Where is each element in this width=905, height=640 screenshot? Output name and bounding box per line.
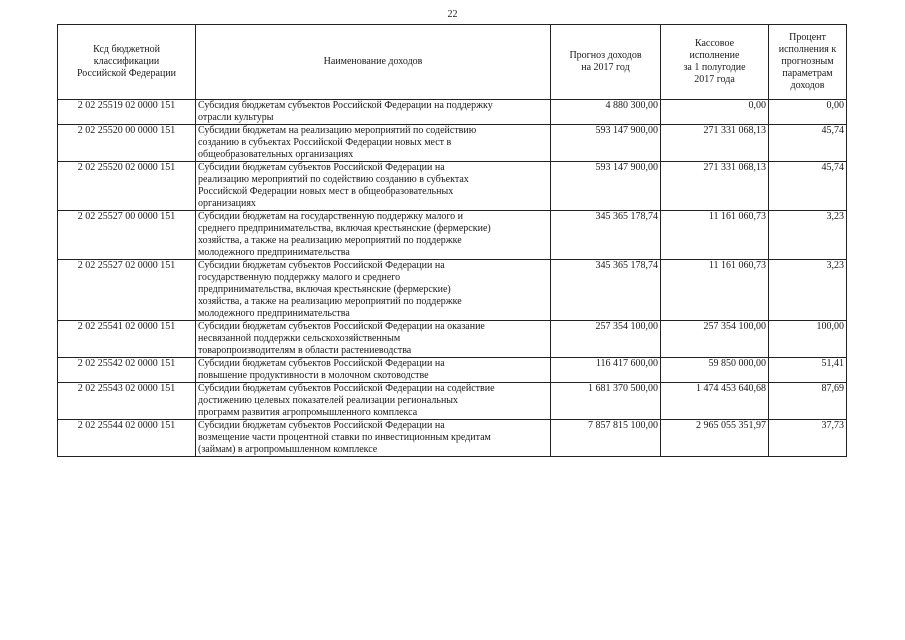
cell-execution: 0,00 bbox=[661, 100, 769, 125]
cell-forecast: 7 857 815 100,00 bbox=[551, 420, 661, 457]
cell-name: Субсидии бюджетам на реализацию мероприятий по содействию созданию в субъектах Российской Федерации новых мест в общеобразовательных организациях bbox=[196, 125, 551, 162]
cell-percent: 0,00 bbox=[769, 100, 847, 125]
cell-execution: 271 331 068,13 bbox=[661, 162, 769, 211]
cell-forecast: 593 147 900,00 bbox=[551, 162, 661, 211]
cell-percent: 45,74 bbox=[769, 162, 847, 211]
table-row bbox=[58, 125, 847, 162]
cell-percent: 3,23 bbox=[769, 211, 847, 260]
cell-forecast: 4 880 300,00 bbox=[551, 100, 661, 125]
table-row bbox=[58, 383, 847, 420]
table-row bbox=[58, 420, 847, 457]
cell-percent: 3,23 bbox=[769, 260, 847, 321]
cell-code: 2 02 25527 02 0000 151 bbox=[58, 260, 196, 321]
cell-code: 2 02 25520 00 0000 151 bbox=[58, 125, 196, 162]
cell-code: 2 02 25541 02 0000 151 bbox=[58, 321, 196, 358]
cell-code: 2 02 25542 02 0000 151 bbox=[58, 358, 196, 383]
cell-percent: 87,69 bbox=[769, 383, 847, 420]
header-forecast: Прогноз доходов на 2017 год bbox=[551, 25, 661, 100]
cell-forecast: 257 354 100,00 bbox=[551, 321, 661, 358]
table-row bbox=[58, 358, 847, 383]
header-code: Ксд бюджетной классификации Российской Федерации bbox=[58, 25, 196, 100]
header-execution: Кассовое исполнение за 1 полугодие 2017 года bbox=[661, 25, 769, 100]
cell-forecast: 593 147 900,00 bbox=[551, 125, 661, 162]
cell-name: Субсидии бюджетам субъектов Российской Федерации на оказание несвязанной поддержки сельскохозяйственным товаропроизводителям в области растениеводства bbox=[196, 321, 551, 358]
cell-name: Субсидия бюджетам субъектов Российской Федерации на поддержку отрасли культуры bbox=[196, 100, 551, 125]
cell-name: Субсидии бюджетам субъектов Российской Федерации на государственную поддержку малого и среднего предпринимательства, включая крестьянские (фермерские) хозяйства, а также на реализацию мероприятий по поддержке молодежного предпринимательства bbox=[196, 260, 551, 321]
cell-execution: 11 161 060,73 bbox=[661, 211, 769, 260]
table-row bbox=[58, 162, 847, 211]
cell-forecast: 345 365 178,74 bbox=[551, 260, 661, 321]
table-body bbox=[58, 100, 847, 457]
cell-execution: 1 474 453 640,68 bbox=[661, 383, 769, 420]
cell-code: 2 02 25543 02 0000 151 bbox=[58, 383, 196, 420]
page-number: 22 bbox=[447, 9, 458, 20]
table-row bbox=[58, 260, 847, 321]
table-row bbox=[58, 321, 847, 358]
cell-name: Субсидии бюджетам на государственную поддержку малого и среднего предпринимательства, включая крестьянские (фермерские) хозяйства, а также на реализацию мероприятий по поддержке молодежного предпринимательства bbox=[196, 211, 551, 260]
cell-name: Субсидии бюджетам субъектов Российской Федерации на содействие достижению целевых показателей реализации региональных программ развития агропромышленного комплекса bbox=[196, 383, 551, 420]
cell-forecast: 345 365 178,74 bbox=[551, 211, 661, 260]
cell-execution: 59 850 000,00 bbox=[661, 358, 769, 383]
table-row bbox=[58, 211, 847, 260]
cell-name: Субсидии бюджетам субъектов Российской Федерации на повышение продуктивности в молочном скотоводстве bbox=[196, 358, 551, 383]
header-percent: Процент исполнения к прогнозным параметрам доходов bbox=[769, 25, 847, 100]
cell-execution: 271 331 068,13 bbox=[661, 125, 769, 162]
cell-forecast: 116 417 600,00 bbox=[551, 358, 661, 383]
cell-percent: 37,73 bbox=[769, 420, 847, 457]
cell-code: 2 02 25544 02 0000 151 bbox=[58, 420, 196, 457]
cell-code: 2 02 25520 02 0000 151 bbox=[58, 162, 196, 211]
revenue-table bbox=[57, 24, 847, 457]
cell-code: 2 02 25527 00 0000 151 bbox=[58, 211, 196, 260]
cell-percent: 45,74 bbox=[769, 125, 847, 162]
header-name: Наименование доходов bbox=[196, 25, 551, 100]
table-row bbox=[58, 100, 847, 125]
cell-code: 2 02 25519 02 0000 151 bbox=[58, 100, 196, 125]
cell-forecast: 1 681 370 500,00 bbox=[551, 383, 661, 420]
cell-execution: 11 161 060,73 bbox=[661, 260, 769, 321]
cell-name: Субсидии бюджетам субъектов Российской Федерации на реализацию мероприятий по содействию созданию в субъектах Российской Федерации новых мест в общеобразовательных организациях bbox=[196, 162, 551, 211]
cell-percent: 100,00 bbox=[769, 321, 847, 358]
cell-execution: 2 965 055 351,97 bbox=[661, 420, 769, 457]
cell-name: Субсидии бюджетам субъектов Российской Федерации на возмещение части процентной ставки по инвестиционным кредитам (займам) в агропромышленном комплексе bbox=[196, 420, 551, 457]
cell-percent: 51,41 bbox=[769, 358, 847, 383]
cell-execution: 257 354 100,00 bbox=[661, 321, 769, 358]
table-header-row bbox=[58, 25, 847, 100]
